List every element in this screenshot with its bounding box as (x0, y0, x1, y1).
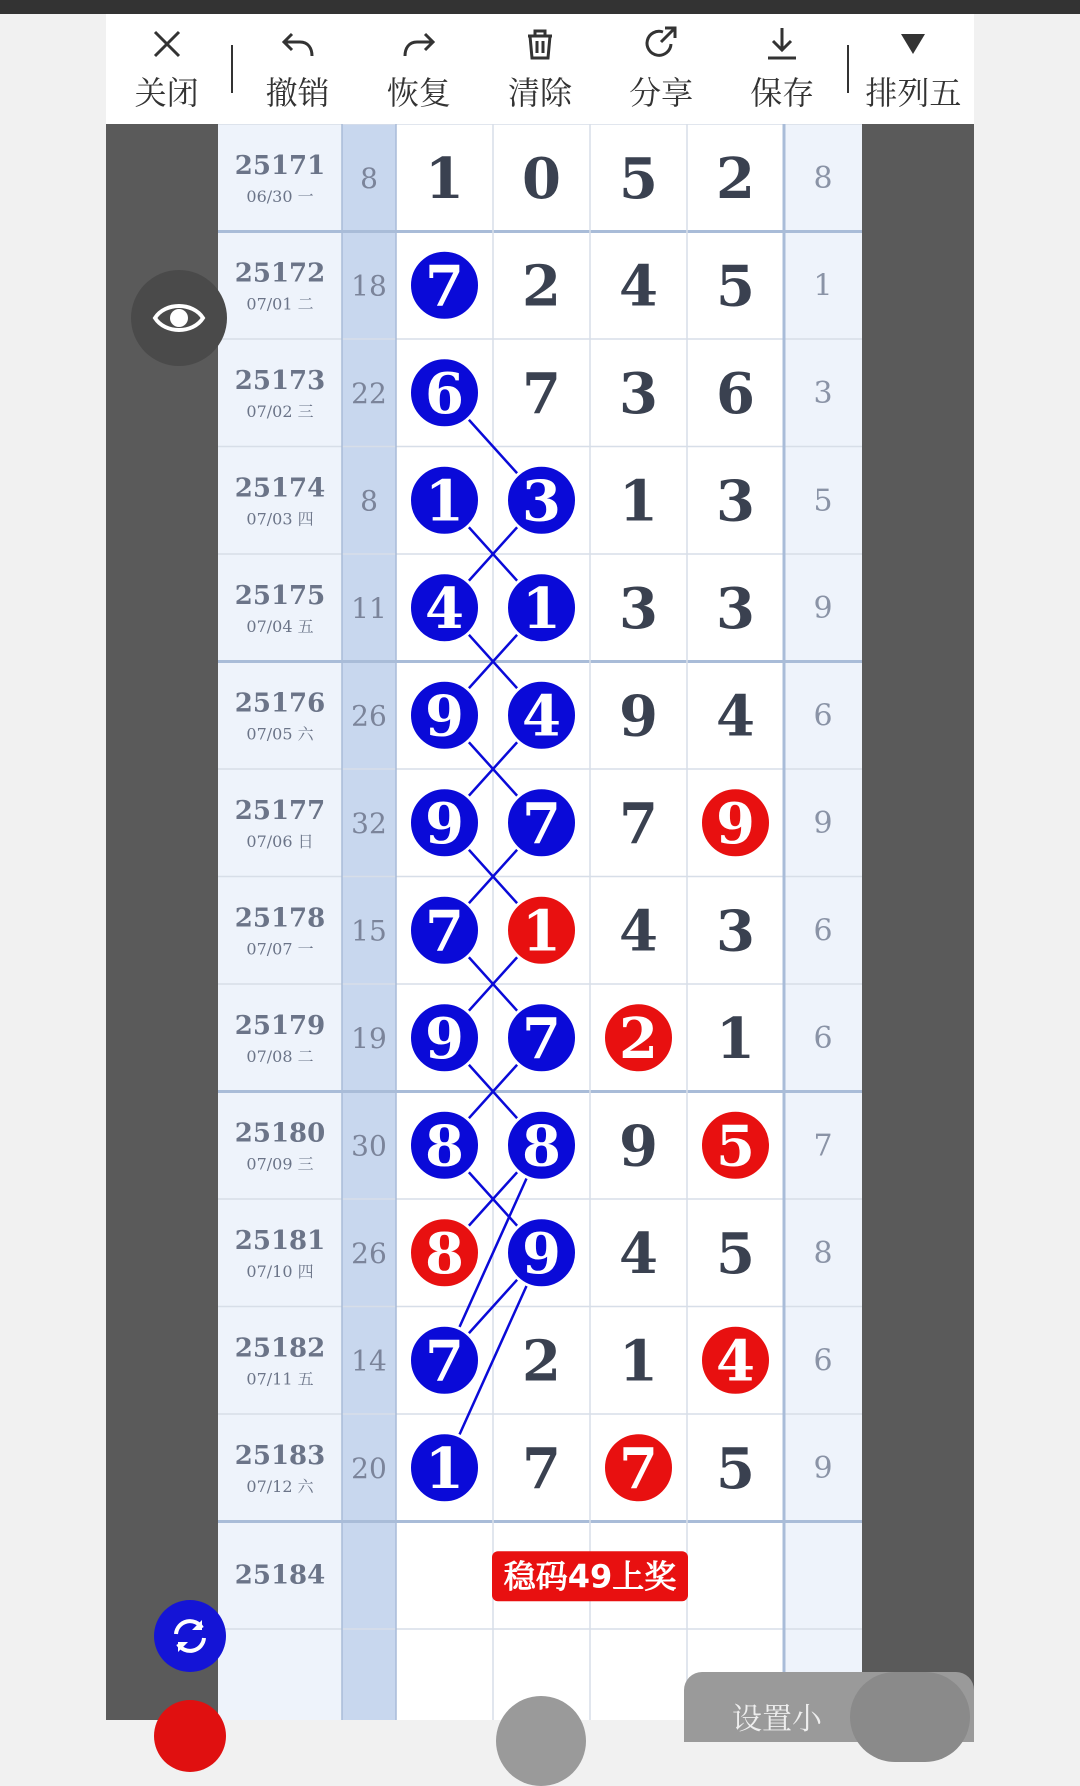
digit-value[interactable]: 7 (522, 790, 561, 857)
digit-value[interactable]: 7 (425, 898, 464, 965)
period-number: 25175 (234, 580, 326, 611)
period-number: 25179 (234, 1010, 326, 1041)
digit-value[interactable]: 2 (716, 145, 755, 212)
last-digit-value: 6 (813, 1343, 833, 1379)
period-number: 25180 (234, 1118, 326, 1149)
sum-value: 19 (351, 1021, 387, 1055)
digit-value[interactable]: 1 (716, 1005, 755, 1072)
period-date: 07/04 五 (246, 616, 314, 636)
digit-value[interactable]: 5 (716, 1113, 755, 1180)
eye-icon (149, 288, 209, 348)
digit-value[interactable]: 1 (619, 1328, 658, 1395)
period-date: 07/07 一 (246, 939, 314, 959)
period-date: 07/11 五 (246, 1369, 314, 1389)
period-number: 25182 (234, 1333, 326, 1364)
share-label: 分享 (629, 74, 694, 112)
digit-value[interactable]: 1 (425, 145, 464, 212)
banner-text: 稳码49上奖 (503, 1557, 677, 1596)
last-digit-value: 6 (813, 1020, 833, 1056)
digit-value[interactable]: 4 (619, 253, 658, 320)
share-button[interactable] (601, 14, 722, 124)
digit-value[interactable]: 7 (522, 360, 561, 427)
period-date: 07/03 四 (246, 509, 314, 529)
undo-icon (278, 24, 318, 64)
digit-value[interactable]: 5 (716, 1435, 755, 1502)
close-icon (147, 24, 187, 64)
eye-toggle-button[interactable] (131, 270, 227, 366)
sum-value: 18 (351, 269, 387, 303)
digit-value[interactable]: 7 (522, 1435, 561, 1502)
clear-label: 清除 (507, 74, 572, 112)
digit-value[interactable]: 7 (619, 1435, 658, 1502)
digit-value[interactable]: 4 (716, 683, 755, 750)
left-gutter (106, 124, 218, 1720)
sum-value: 8 (360, 484, 378, 518)
refresh-icon (168, 1614, 212, 1658)
last-digit-value: 6 (813, 913, 833, 949)
last-digit-value: 8 (813, 1235, 833, 1271)
last-digit-value: 9 (813, 805, 833, 841)
digit-value[interactable]: 7 (619, 790, 658, 857)
digit-value[interactable]: 1 (522, 898, 561, 965)
digit-value[interactable]: 7 (425, 1328, 464, 1395)
last-digit-value: 6 (813, 698, 833, 734)
period-number: 25181 (234, 1225, 326, 1256)
lottery-label: 排列五 (865, 74, 962, 112)
close-label: 关闭 (134, 74, 199, 112)
digit-value[interactable]: 8 (425, 1220, 464, 1287)
last-digit-value: 5 (813, 483, 833, 519)
period-date: 07/05 六 (246, 724, 314, 744)
digit-value[interactable]: 8 (425, 1113, 464, 1180)
digit-value[interactable]: 2 (522, 253, 561, 320)
digit-value[interactable]: 7 (425, 253, 464, 320)
trend-grid[interactable] (218, 124, 862, 1720)
sum-value: 8 (360, 161, 378, 195)
last-digit-value: 3 (813, 375, 833, 411)
digit-value[interactable]: 1 (619, 468, 658, 535)
last-digit-value: 9 (813, 590, 833, 626)
digit-value[interactable]: 3 (619, 360, 658, 427)
toolbar (106, 14, 974, 124)
sum-value: 30 (351, 1129, 387, 1163)
digit-value[interactable]: 3 (716, 575, 755, 642)
sum-value: 15 (351, 914, 387, 948)
period-number: 25177 (234, 795, 326, 826)
digit-value[interactable]: 4 (619, 898, 658, 965)
period-date: 07/01 二 (246, 294, 314, 314)
digit-value[interactable]: 3 (716, 468, 755, 535)
undo-label: 撤销 (265, 74, 330, 112)
period-number: 25173 (234, 365, 326, 396)
sum-value: 26 (351, 1236, 387, 1270)
digit-value[interactable]: 2 (619, 1005, 658, 1072)
redo-icon (399, 24, 439, 64)
period-number: 25174 (234, 473, 326, 504)
toolbar-divider (231, 45, 233, 93)
settings-label: 设置小 (732, 1702, 822, 1737)
digit-value[interactable]: 5 (716, 1220, 755, 1287)
refresh-button[interactable] (154, 1600, 226, 1672)
digit-value[interactable]: 9 (522, 1220, 561, 1287)
save-icon (762, 24, 802, 64)
period-date: 07/08 二 (246, 1046, 314, 1066)
close-button[interactable] (106, 14, 227, 124)
last-digit-value: 9 (813, 1450, 833, 1486)
digit-value[interactable]: 4 (716, 1328, 755, 1395)
digit-value[interactable]: 9 (425, 790, 464, 857)
digit-value[interactable]: 3 (619, 575, 658, 642)
period-date: 07/12 六 (246, 1476, 314, 1496)
sum-value: 14 (351, 1344, 387, 1378)
period-date: 07/06 日 (246, 831, 314, 851)
digit-value[interactable]: 1 (425, 1435, 464, 1502)
red-float-button[interactable] (154, 1700, 226, 1772)
last-digit-value: 7 (813, 1128, 833, 1164)
period-date: 07/10 四 (246, 1261, 314, 1281)
digit-value[interactable]: 4 (522, 683, 561, 750)
digit-value[interactable]: 9 (425, 683, 464, 750)
save-label: 保存 (750, 74, 815, 112)
trend-chart[interactable] (218, 124, 862, 1720)
undo-button[interactable] (237, 14, 358, 124)
redo-button[interactable] (358, 14, 479, 124)
period-number: 25176 (234, 688, 326, 719)
digit-value[interactable]: 9 (716, 790, 755, 857)
digit-value[interactable]: 9 (619, 1113, 658, 1180)
sum-value: 22 (351, 376, 387, 410)
digit-value[interactable]: 5 (619, 145, 658, 212)
sum-value: 11 (351, 591, 387, 625)
status-strip (0, 0, 1080, 14)
digit-value[interactable]: 6 (425, 360, 464, 427)
digit-value[interactable]: 3 (716, 898, 755, 965)
digit-value[interactable]: 1 (522, 575, 561, 642)
save-button[interactable] (722, 14, 843, 124)
period-number: 25171 (234, 150, 326, 181)
bottom-share-button[interactable] (850, 1672, 970, 1762)
share-icon (641, 24, 681, 64)
sum-value: 32 (351, 806, 387, 840)
sum-value: 20 (351, 1451, 387, 1485)
next-period-number: 25184 (234, 1560, 326, 1591)
digit-value[interactable]: 6 (716, 360, 755, 427)
digit-value[interactable]: 9 (619, 683, 658, 750)
last-digit-value: 1 (813, 268, 833, 304)
clear-icon (520, 24, 560, 64)
digit-value[interactable]: 1 (425, 468, 464, 535)
digit-value[interactable]: 4 (619, 1220, 658, 1287)
digit-value[interactable]: 9 (425, 1005, 464, 1072)
digit-value[interactable]: 8 (522, 1113, 561, 1180)
period-date: 07/09 三 (246, 1154, 314, 1174)
digit-value[interactable]: 4 (425, 575, 464, 642)
bottom-circle-button[interactable] (496, 1696, 586, 1786)
period-date: 06/30 一 (246, 186, 314, 206)
lottery-select-button[interactable] (853, 14, 974, 124)
period-number: 25178 (234, 903, 326, 934)
sum-value: 26 (351, 699, 387, 733)
clear-button[interactable] (479, 14, 600, 124)
digit-value[interactable]: 3 (522, 468, 561, 535)
last-digit-value: 8 (813, 160, 833, 196)
redo-label: 恢复 (386, 74, 451, 112)
digit-value[interactable]: 2 (522, 1328, 561, 1395)
digit-value[interactable]: 0 (522, 145, 561, 212)
toolbar-divider-2 (847, 45, 849, 93)
period-number: 25183 (234, 1440, 326, 1471)
digit-value[interactable]: 7 (522, 1005, 561, 1072)
triangle-down-icon (893, 24, 933, 64)
period-date: 07/02 三 (246, 401, 314, 421)
right-gutter (862, 124, 974, 1720)
digit-value[interactable]: 5 (716, 253, 755, 320)
period-number: 25172 (234, 258, 326, 289)
